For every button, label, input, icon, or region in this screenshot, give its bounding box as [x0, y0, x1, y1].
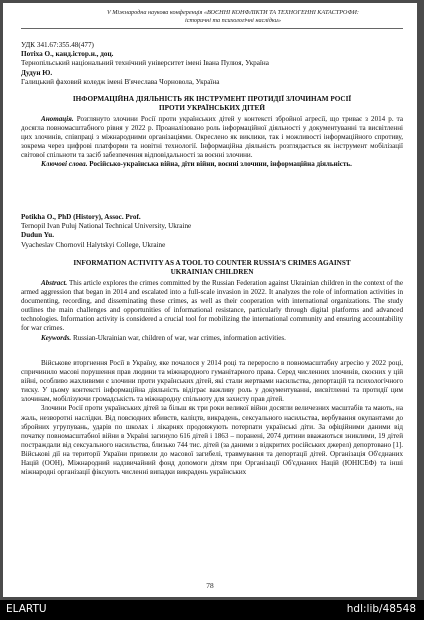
document-page — [3, 3, 417, 597]
keywords-en-text: Russian-Ukrainian war, children of war, war crimes, information activities. — [72, 333, 286, 342]
body-paragraph-2: Злочини Росії проти українських дітей за більш як три роки великої війни досягли величезних масштабів та мають, на жаль, незворотні наслідки. Від повсюдних вбивств, каліцтв, викрадень, сексуального насильства, вербування окупантами до збройних угрупувань, ударів по школах і лікарнях продовжують потерпати українські діти. За офіційними даними від початку повномасштабної війни в Україні загинуло 616 дітей і 1863 – поранені, 2074 дитини вважаються зниклими, 19 дітей постраждали від сексуального насильства, близько 744 тис. дітей (за даними з відкритих російських джерел) депортовано [1]. Військові дії на території України призвели до масової загибелі, травмування та депортації дітей. Організація Об'єднаних Націй (ООН), Міжнародний надзвичайний фонд допомоги дітям при Організації Об'єднаних Націй (ЮНІСЕФ) та інші міжнародні організації фіксують численні випадки викрадень українських — [21, 404, 403, 477]
affiliation-1-en: Ternopil Ivan Puluj National Technical University, Ukraine — [21, 222, 192, 231]
handle-identifier[interactable]: hdl:lib/48548 — [346, 603, 416, 615]
author-2-ua: Дудун Ю. — [21, 68, 53, 77]
keywords-en-label: Keywords. — [41, 333, 72, 342]
author-1-en: Potikha O., PhD (History), Assoc. Prof. — [21, 213, 141, 221]
abstract-ua-text: Розглянуто злочини Росії проти українських дітей у контексті збройної агресії, що триває з 2014 р. та досягла повномасштабного рівня у 2022 р. Проаналізовано роль інформаційної діяльності у документуванні та висвітленні цих злочинів, співпраці з міжнародними організаціями. Окреслено як виклики, так і можливості інформаційного спротиву, зокрема через цифрові платформи та новітні технології. Інформаційна діяльність розглядається як інструмент мобілізації світової спільноти та засіб забезпечення відповідальності за воєнні злочини. — [21, 115, 403, 160]
title-ua — [21, 95, 403, 113]
header-line-1: V Міжнародна наукова конференція «ВОЄННІ КОНФЛІКТИ ТА ТЕХНОГЕННІ КАТАСТРОФИ: — [107, 9, 359, 16]
keywords-ua-paragraph — [21, 160, 403, 169]
abstract-ua-paragraph — [21, 115, 403, 160]
conference-header — [63, 9, 403, 24]
udc-code: УДК 341.67:355.48(477) — [21, 41, 94, 49]
ua-author-block — [21, 41, 403, 87]
abstract-en-label: Abstract. — [41, 279, 68, 287]
page-number: 78 — [206, 581, 214, 590]
abstract-ua — [21, 115, 403, 170]
body-paragraph-1: Військове вторгнення Росії в Україну, яке почалося у 2014 році та переросло в повномасштабну агресію у 2022 році, спричинило масові порушення прав людини та міжнародного гуманітарного права. Серед численних злочинів, скоєних у цій війні, особливо жахливими є злочини проти українських дітей, які стали жертвами насильства, депортацій та психологічного тиску. У цьому контексті інформаційна діяльність відіграє важливу роль у документуванні, висвітленні та протидії цим злочинам, мобілізуючи громадськість та міжнародну спільноту для захисту прав дітей. — [21, 359, 403, 404]
title-en-line-2: UKRAINIAN CHILDREN — [170, 268, 254, 277]
title-ua-line-1: ІНФОРМАЦІЙНА ДІЯЛЬНІСТЬ ЯК ІНСТРУМЕНТ ПРОТИДІЇ ЗЛОЧИНАМ РОСІЇ — [72, 95, 352, 103]
en-author-block — [21, 213, 403, 250]
abstract-ua-label: Анотація. — [41, 115, 74, 123]
header-line-2: історичні та психологічні наслідки» — [185, 16, 281, 24]
abstract-en-text: This article explores the crimes committed by the Russian Federation against Ukrainian children in the context of the armed aggression that began in 2014 and escalated into a full-scale invasion in 2022. It analyzes the role of information activities in documenting, recording, and disseminating these crimes, as well as their cooperation with international organizations. The study outlines the main challenges and opportunities of informational resistance, particularly through digital platforms and advanced technologies. Information activity is considered a crucial tool for mobilizing the international community and ensuring accountability for war crimes. — [21, 279, 403, 333]
affiliation-2-en: Vyacheslav Chornovil Halytskyi College, Ukraine — [21, 240, 166, 249]
header-rule — [21, 28, 403, 29]
repository-name[interactable]: ELARTU — [6, 603, 47, 615]
author-2-en: Dudun Yu. — [21, 231, 55, 240]
title-en-line-1: INFORMATION ACTIVITY AS A TOOL TO COUNTER RUSSIA'S CRIMES AGAINST — [73, 259, 351, 267]
keywords-ua-text: Російсько-українська війна, діти війни, воєнні злочини, інформаційна діяльність. — [89, 160, 352, 169]
repository-footer-bar — [0, 600, 424, 620]
title-ua-line-2: ПРОТИ УКРАЇНСЬКИХ ДІТЕЙ — [159, 104, 265, 113]
abstract-en — [21, 279, 403, 343]
affiliation-1-ua: Тернопільський національний технічний університет імені Івана Пулюя, Україна — [21, 59, 269, 68]
title-en — [21, 259, 403, 277]
affiliation-2-ua: Галицький фаховий коледж імені В'ячеслава Чорновола, Україна — [21, 77, 220, 86]
body-text — [21, 359, 403, 477]
author-1-ua: Потіха О., канд.істор.н., доц. — [21, 50, 114, 59]
abstract-en-paragraph — [21, 279, 403, 334]
keywords-ua-label: Ключові слова. — [41, 160, 88, 169]
keywords-en-paragraph — [21, 334, 403, 343]
